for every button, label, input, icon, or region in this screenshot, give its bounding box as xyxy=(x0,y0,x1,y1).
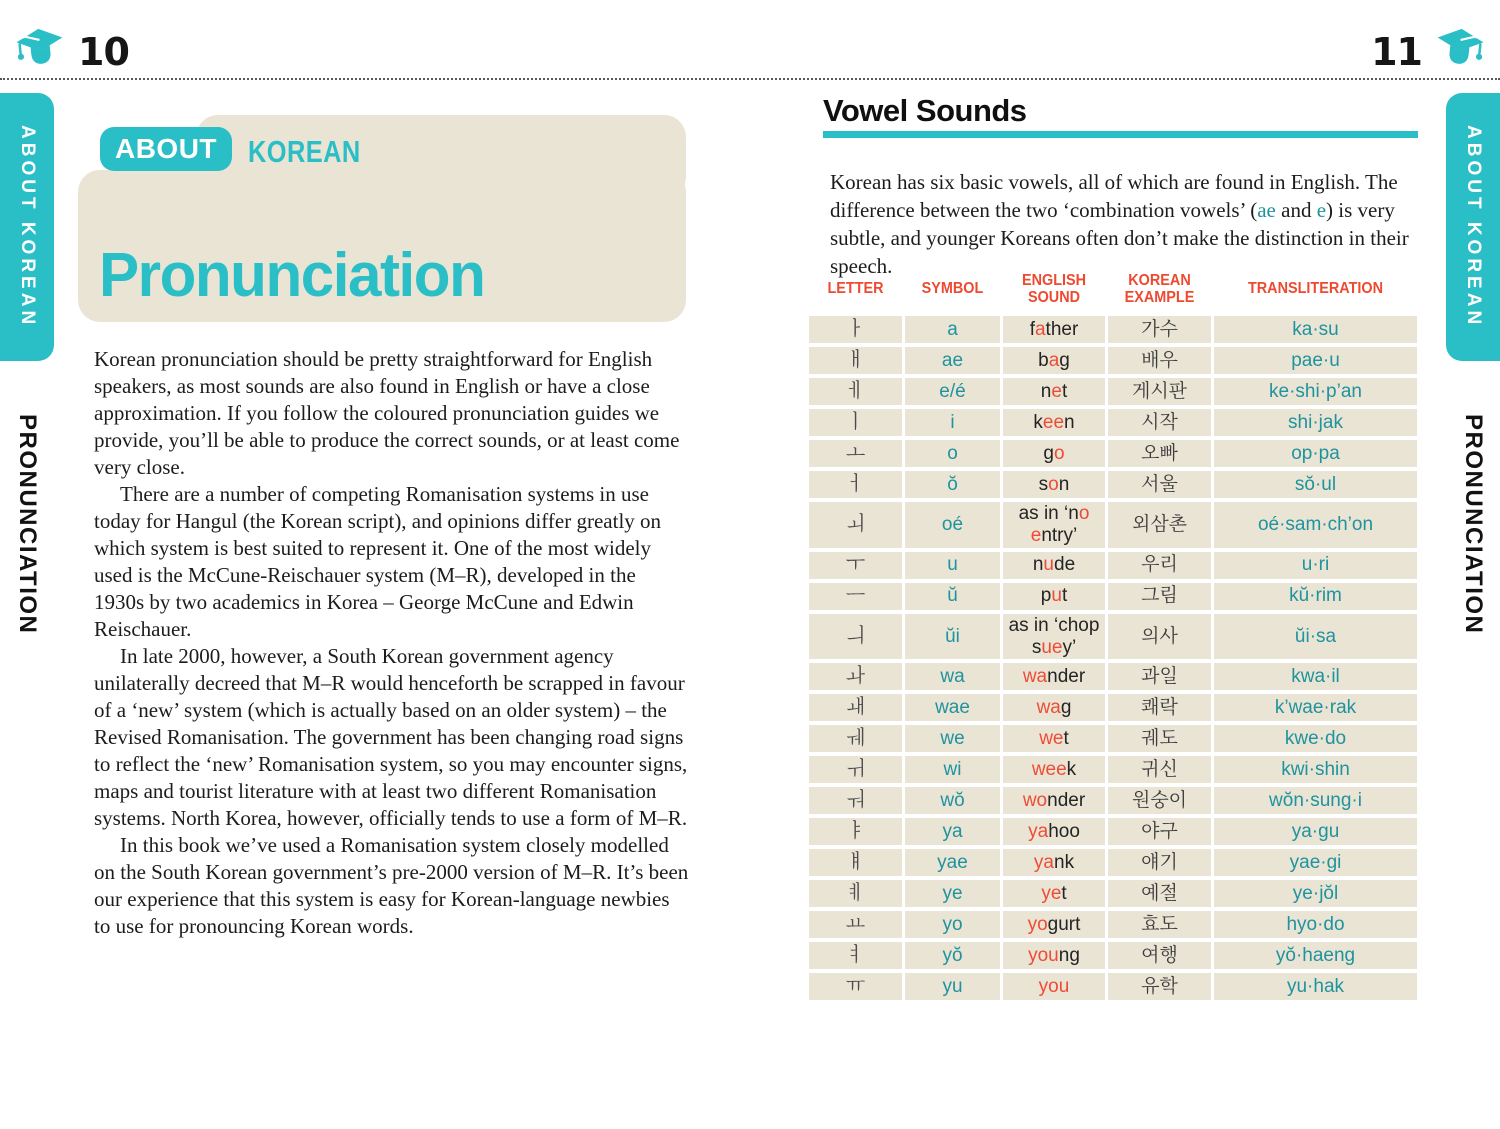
symbol-cell: ŏ xyxy=(905,471,1000,498)
letter-cell: ㅚ xyxy=(809,502,902,548)
paragraph: There are a number of competing Romanisation systems in use today for Hangul (the Korean script), and opinions differ greatly on which system is best suited to represent it. One of the most widely used is the McCune-Reischauer system (M–R), developed in the 1930s by two academics in Korea – George McCune and Edwin Reischauer. xyxy=(94,482,662,641)
page-number-left: 10 xyxy=(78,30,129,74)
letter-cell: ㅣ xyxy=(809,409,902,436)
symbol-cell: yae xyxy=(905,849,1000,876)
letter-cell: ㅕ xyxy=(809,942,902,969)
symbol-cell: wi xyxy=(905,756,1000,783)
english-sound-cell xyxy=(1003,880,1105,907)
symbol-cell: o xyxy=(905,440,1000,467)
english-sound-text xyxy=(1028,945,1080,967)
english-sound-cell xyxy=(1003,378,1105,405)
korean-example-cell: 예절 xyxy=(1108,880,1211,907)
transliteration-cell: u·ri xyxy=(1214,552,1417,579)
column-header: TRANSLITERATION xyxy=(1247,280,1384,298)
korean-example-cell: 의사 xyxy=(1108,614,1211,660)
korean-example-cell: 효도 xyxy=(1108,911,1211,938)
sidebar-section-pronunciation-right xyxy=(1446,382,1500,667)
english-sound-text xyxy=(1023,666,1085,688)
sound-letters: ng xyxy=(1058,944,1080,966)
highlighted-sound-letters: a xyxy=(1048,349,1060,371)
column-header: LETTER xyxy=(827,280,884,298)
letter-cell: ㅔ xyxy=(809,378,902,405)
letter-cell: ㅓ xyxy=(809,471,902,498)
english-sound-cell xyxy=(1003,663,1105,690)
symbol-cell: yŏ xyxy=(905,942,1000,969)
transliteration-cell: kwe·do xyxy=(1214,725,1417,752)
chapter-badge: ABOUT xyxy=(100,127,232,171)
letter-cell: ㅘ xyxy=(809,663,902,690)
english-sound-text xyxy=(1041,381,1067,403)
english-sound-cell xyxy=(1003,471,1105,498)
transliteration-cell: ŭi·sa xyxy=(1214,614,1417,660)
english-sound-cell xyxy=(1003,502,1105,548)
korean-example-cell: 유학 xyxy=(1108,973,1211,1000)
english-sound-text xyxy=(1028,914,1081,936)
highlighted-sound-letters: a xyxy=(1034,318,1046,340)
english-sound-text xyxy=(1037,697,1072,719)
transliteration-cell: sŏ·ul xyxy=(1214,471,1417,498)
english-sound-text xyxy=(1033,412,1074,434)
english-sound-text xyxy=(1023,790,1085,812)
pronunciation-body-text xyxy=(94,346,691,940)
symbol-cell: ŭi xyxy=(905,614,1000,660)
symbol-cell: we xyxy=(905,725,1000,752)
korean-example-cell: 과일 xyxy=(1108,663,1211,690)
english-sound-text xyxy=(1038,350,1070,372)
highlighted-sound-letters: we xyxy=(1039,727,1064,749)
highlighted-sound-letters: ye xyxy=(1041,882,1062,904)
sound-letters: gurt xyxy=(1047,913,1081,935)
korean-example-cell: 원숭이 xyxy=(1108,787,1211,814)
sound-letters: f xyxy=(1029,318,1035,340)
sound-letters: g xyxy=(1043,442,1054,464)
english-sound-cell xyxy=(1003,694,1105,721)
symbol-cell: oé xyxy=(905,502,1000,548)
transliteration-cell: pae·u xyxy=(1214,347,1417,374)
folio-divider xyxy=(0,78,1500,80)
transliteration-cell: ya·gu xyxy=(1214,818,1417,845)
highlighted-sound-letters: ya xyxy=(1033,851,1054,873)
section-heading: Vowel Sounds xyxy=(823,93,1027,128)
korean-example-cell: 서울 xyxy=(1108,471,1211,498)
symbol-cell: yo xyxy=(905,911,1000,938)
korean-example-cell: 야구 xyxy=(1108,818,1211,845)
vowel-intro-text xyxy=(830,168,1420,280)
transliteration-cell: k’wae·rak xyxy=(1214,694,1417,721)
korean-example-cell: 우리 xyxy=(1108,552,1211,579)
vowel-table-body xyxy=(809,316,1417,1000)
english-sound-text xyxy=(1034,852,1074,874)
transliteration-cell: kwa·il xyxy=(1214,663,1417,690)
english-sound-text xyxy=(1039,474,1070,496)
highlighted-sound-letters: yo xyxy=(1027,913,1048,935)
english-sound-cell xyxy=(1003,583,1105,610)
transliteration-cell: kŭ·rim xyxy=(1214,583,1417,610)
korean-example-cell: 외삼촌 xyxy=(1108,502,1211,548)
paragraph: In late 2000, however, a South Korean government agency unilaterally decreed that M–R would henceforth be scrapped in favour of a ‘new’ system (which is actually based on an older system) – the Revised Romanisation. The government has been changing road signs to reflect the ‘new’ Romanisation system, so you may encounter signs, maps and tourist literature with at least two different Romanisation systems. North Korea, however, officially tends to use a form of M–R. xyxy=(94,644,688,830)
symbol-cell: yu xyxy=(905,973,1000,1000)
transliteration-cell: ke·shi·p’an xyxy=(1214,378,1417,405)
highlighted-sound-letters: o xyxy=(1048,473,1059,495)
highlighted-sound-letters: ue xyxy=(1041,636,1063,658)
korean-example-cell: 귀신 xyxy=(1108,756,1211,783)
sidebar-tab-label: ABOUT KOREAN xyxy=(1463,125,1484,329)
sound-letters: k xyxy=(1033,411,1043,433)
symbol-cell: ae xyxy=(905,347,1000,374)
korean-example-cell: 여행 xyxy=(1108,942,1211,969)
english-sound-cell xyxy=(1003,849,1105,876)
highlighted-sound-letters: wa xyxy=(1036,696,1061,718)
symbol-cell: i xyxy=(905,409,1000,436)
page-title: Pronunciation xyxy=(99,241,485,310)
english-sound-text xyxy=(1030,319,1079,341)
english-sound-text xyxy=(1041,585,1067,607)
letter-cell: ㅏ xyxy=(809,316,902,343)
english-sound-cell xyxy=(1003,942,1105,969)
intro-text-segment: Korean has six basic vowels, all of which are found in English. The difference between the two ‘combination vowels’ ( xyxy=(830,170,1398,222)
vowel-table-header-row xyxy=(809,271,1417,307)
korean-example-cell: 오빠 xyxy=(1108,440,1211,467)
sidebar-section-label: PRONUNCIATION xyxy=(1460,414,1487,635)
highlighted-sound-letters: ya xyxy=(1028,820,1049,842)
letter-cell: ㅟ xyxy=(809,756,902,783)
highlighted-sound-letters: u xyxy=(1043,554,1054,576)
sound-letters: de xyxy=(1054,554,1076,576)
english-sound-text xyxy=(1032,759,1076,781)
symbol-cell: wa xyxy=(905,663,1000,690)
sidebar-tab-about-korean-left xyxy=(0,93,54,361)
paragraph: In this book we’ve used a Romanisation system closely modelled on the South Korean government’s pre-2000 version of M–R. It’s been our experience that this system is easy for Korean-language newbies to use for pronouncing Korean words. xyxy=(94,833,689,938)
sound-letters: k xyxy=(1066,758,1077,780)
sound-letters: ntry’ xyxy=(1041,524,1078,546)
symbol-cell: a xyxy=(905,316,1000,343)
sound-letters: b xyxy=(1038,349,1049,371)
chapter-name: KOREAN xyxy=(248,134,361,169)
highlighted-sound-letters: you xyxy=(1038,975,1070,997)
transliteration-cell: yae·gi xyxy=(1214,849,1417,876)
english-sound-cell xyxy=(1003,347,1105,374)
intro-text-segment: and xyxy=(1275,198,1317,222)
symbol-cell: e/é xyxy=(905,378,1000,405)
korean-example-cell: 쾌락 xyxy=(1108,694,1211,721)
symbol-cell: wŏ xyxy=(905,787,1000,814)
transliteration-cell: yu·hak xyxy=(1214,973,1417,1000)
sound-letters: g xyxy=(1059,349,1070,371)
transliteration-cell: ka·su xyxy=(1214,316,1417,343)
intro-text-segment: ) is very subtle, and younger Koreans often don’t make the distinction in their speech. xyxy=(830,198,1409,278)
page-number-right: 11 xyxy=(1371,30,1422,74)
english-sound-text xyxy=(1039,728,1069,750)
transliteration-cell: ye·jŏl xyxy=(1214,880,1417,907)
transliteration-cell: kwi·shin xyxy=(1214,756,1417,783)
letter-cell: ㅢ xyxy=(809,614,902,660)
sound-letters: ther xyxy=(1045,318,1079,340)
english-sound-text xyxy=(1033,554,1075,576)
sound-letters: t xyxy=(1061,380,1068,402)
graduation-cap-icon xyxy=(16,27,64,71)
highlighted-sound-letters: ee xyxy=(1042,411,1065,433)
highlighted-sound-letters: o xyxy=(1054,442,1065,464)
sound-letters: n xyxy=(1058,473,1070,495)
letter-cell: ㅙ xyxy=(809,694,902,721)
letter-cell: ㅛ xyxy=(809,911,902,938)
highlighted-sound-letters: e xyxy=(1030,524,1042,546)
sound-letters: t xyxy=(1061,585,1068,607)
highlighted-sound-letters: wa xyxy=(1022,665,1048,687)
english-sound-cell xyxy=(1003,725,1105,752)
letter-cell: ㅐ xyxy=(809,347,902,374)
transliteration-cell: shi·jak xyxy=(1214,409,1417,436)
sound-letters: hoo xyxy=(1048,820,1080,842)
english-sound-text xyxy=(1041,883,1066,905)
korean-example-cell: 가수 xyxy=(1108,316,1211,343)
english-sound-text xyxy=(1028,821,1080,843)
letter-cell: ㅒ xyxy=(809,849,902,876)
transliteration-cell: op·pa xyxy=(1214,440,1417,467)
heading-underline xyxy=(823,131,1418,138)
symbol-cell: ya xyxy=(905,818,1000,845)
english-sound-text xyxy=(1043,443,1064,465)
transliteration-cell: oé·sam·ch’on xyxy=(1214,502,1417,548)
highlighted-sound-letters: you xyxy=(1028,944,1059,966)
transliteration-cell: yŏ·haeng xyxy=(1214,942,1417,969)
column-header: KOREAN EXAMPLE xyxy=(1124,271,1195,306)
letter-cell: ㅜ xyxy=(809,552,902,579)
sound-letters: n xyxy=(1032,554,1044,576)
english-sound-cell xyxy=(1003,911,1105,938)
sound-letters: n xyxy=(1064,411,1075,433)
symbol-cell: u xyxy=(905,552,1000,579)
symbol-cell: ye xyxy=(905,880,1000,907)
english-sound-cell xyxy=(1003,316,1105,343)
transliteration-cell: wŏn·sung·i xyxy=(1214,787,1417,814)
vowel-table xyxy=(809,271,1417,1000)
sound-letters: nder xyxy=(1047,665,1086,687)
korean-example-cell: 시작 xyxy=(1108,409,1211,436)
letter-cell: ㅗ xyxy=(809,440,902,467)
korean-example-cell: 얘기 xyxy=(1108,849,1211,876)
english-sound-cell xyxy=(1003,552,1105,579)
english-sound-cell xyxy=(1003,409,1105,436)
sound-letters: n xyxy=(1040,380,1052,402)
graduation-cap-icon xyxy=(1436,27,1484,71)
letter-cell: ㅖ xyxy=(809,880,902,907)
sidebar-tab-label: ABOUT KOREAN xyxy=(17,125,38,329)
english-sound-text xyxy=(1006,615,1102,659)
english-sound-cell xyxy=(1003,614,1105,660)
english-sound-text xyxy=(1006,503,1102,547)
sound-letters: s xyxy=(1038,473,1049,495)
sound-letters: p xyxy=(1040,585,1052,607)
sidebar-section-label: PRONUNCIATION xyxy=(14,414,41,635)
paragraph: Korean pronunciation should be pretty straightforward for English speakers, as most sounds are also found in English or have a close approximation. If you follow the coloured pronunciation guides we provide, you’ll be able to produce the correct sounds, or at least come very close. xyxy=(94,347,680,479)
sound-letters: t xyxy=(1063,727,1069,749)
vowel-symbol-inline: e xyxy=(1316,198,1327,222)
english-sound-cell xyxy=(1003,440,1105,467)
sound-letters: nder xyxy=(1047,789,1086,811)
letter-cell: ㅞ xyxy=(809,725,902,752)
highlighted-sound-letters: o xyxy=(1078,503,1090,524)
sound-letters: y’ xyxy=(1062,636,1077,658)
korean-example-cell: 궤도 xyxy=(1108,725,1211,752)
sidebar-section-pronunciation-left xyxy=(0,382,54,667)
english-sound-cell xyxy=(1003,787,1105,814)
transliteration-cell: hyo·do xyxy=(1214,911,1417,938)
highlighted-sound-letters: wee xyxy=(1031,758,1067,780)
symbol-cell: ŭ xyxy=(905,583,1000,610)
highlighted-sound-letters: u xyxy=(1051,585,1062,607)
english-sound-cell xyxy=(1003,973,1105,1000)
english-sound-cell xyxy=(1003,756,1105,783)
highlighted-sound-letters: wo xyxy=(1022,789,1048,811)
sidebar-tab-about-korean-right xyxy=(1446,93,1500,361)
sound-letters: g xyxy=(1060,696,1072,718)
sound-letters: as in ‘n xyxy=(1018,503,1079,524)
sound-letters: nk xyxy=(1054,851,1075,873)
korean-example-cell: 배우 xyxy=(1108,347,1211,374)
sound-letters: as in ‘chop s xyxy=(1008,614,1100,658)
letter-cell: ㅡ xyxy=(809,583,902,610)
symbol-cell: wae xyxy=(905,694,1000,721)
english-sound-cell xyxy=(1003,818,1105,845)
highlighted-sound-letters: e xyxy=(1051,380,1062,402)
column-header: SYMBOL xyxy=(921,280,984,298)
column-header: ENGLISH SOUND xyxy=(1021,271,1087,306)
korean-example-cell: 그림 xyxy=(1108,583,1211,610)
korean-example-cell: 게시판 xyxy=(1108,378,1211,405)
letter-cell: ㅑ xyxy=(809,818,902,845)
letter-cell: ㅝ xyxy=(809,787,902,814)
sound-letters: t xyxy=(1061,882,1067,904)
letter-cell: ㅠ xyxy=(809,973,902,1000)
english-sound-text xyxy=(1039,976,1070,998)
vowel-symbol-inline: ae xyxy=(1257,198,1276,222)
